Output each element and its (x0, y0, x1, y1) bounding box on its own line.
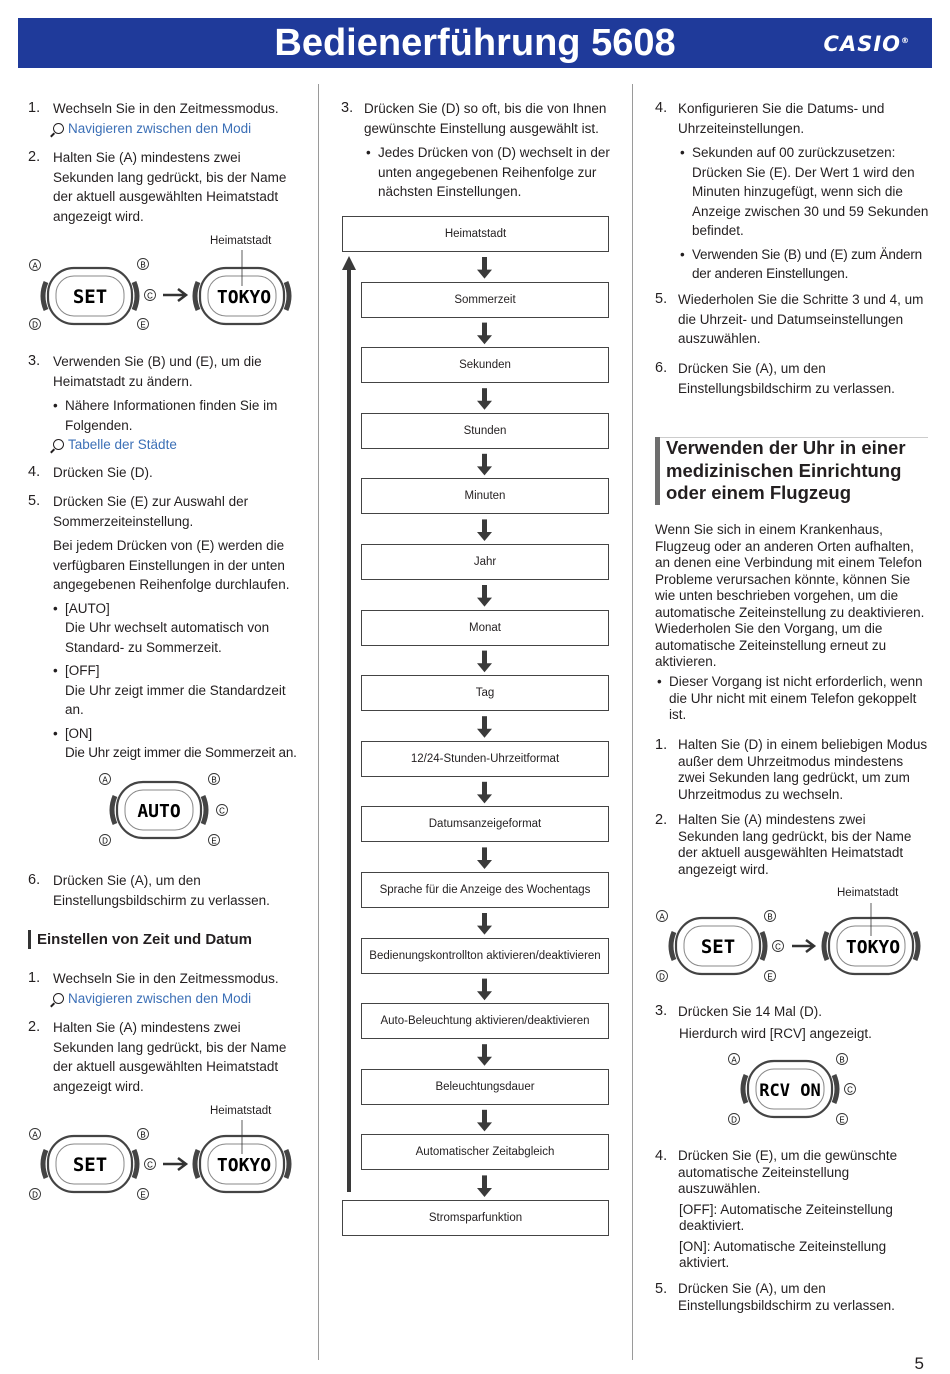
flow-step: Sprache für die Anzeige des Wochentags (361, 872, 609, 908)
watch-figure-set-tokyo (26, 234, 296, 334)
step-number: 2. (28, 149, 41, 165)
lcd-text-2: TOKYO (845, 937, 901, 958)
step-text: Wechseln Sie in den Zeitmessmodus. (53, 971, 279, 986)
brand-registered: ® (901, 36, 910, 45)
step-text: Drücken Sie (A), um den Einstellungsbildschirm zu verlassen. (678, 361, 895, 396)
step-number: 1. (28, 970, 41, 986)
step-3 (28, 352, 300, 455)
magnifier-icon (53, 123, 64, 134)
step-number: 5. (655, 291, 668, 307)
flow-arrow-icon (477, 257, 492, 279)
step-number: 6. (28, 872, 41, 888)
section-heading-medical: Verwenden der Uhr in einer medizinischen Einrichtung oder einem Flugzeug (655, 437, 925, 505)
flow-step: Tag (361, 675, 609, 711)
step-number: 5. (28, 493, 41, 509)
flow-step: Sekunden (361, 347, 609, 383)
step-number: 4. (655, 100, 668, 116)
option-desc: Die Uhr wechselt automatisch von Standard- zu Sommerzeit. (65, 620, 270, 655)
flow-arrow-icon (477, 913, 492, 935)
step-number: 3. (655, 1003, 668, 1019)
step-text: Halten Sie (A) mindestens zwei Sekunden lang gedrückt, bis der Name der aktuell ausgewählten Heimatstadt angezeigt wird. (53, 150, 287, 224)
flow-step: Jahr (361, 544, 609, 580)
option-label: • [OFF] (65, 663, 100, 678)
step-5 (28, 492, 300, 763)
lcd-text-1: SET (72, 286, 108, 308)
figure-caption: Heimatstadt (210, 235, 272, 247)
step-number: 3. (28, 353, 41, 369)
brand-name: CASIO (823, 32, 901, 56)
step-text: Drücken Sie 14 Mal (D). (678, 1004, 823, 1019)
lcd-text-2: TOKYO (216, 287, 272, 308)
step-text: Halten Sie (A) mindestens zwei Sekunden lang gedrückt, bis der Name der aktuell ausgewählten Heimatstadt angezeigt wird. (678, 812, 912, 877)
section-heading-time-date: Einstellen von Zeit und Datum (28, 930, 296, 949)
page-header (18, 18, 932, 68)
section-note: • Dieser Vorgang ist nicht erforderlich, wenn die Uhr nicht mit einem Telefon gekoppelt ist. (657, 674, 927, 724)
step-bullet: • Verwenden Sie (B) und (E) zum Ändern der anderen Einstellungen. (680, 245, 930, 284)
lcd-text-1: SET (72, 1154, 108, 1176)
link-navigate-modes[interactable] (53, 989, 298, 1009)
link-label: Navigieren zwischen den Modi (68, 120, 252, 136)
step-1 (28, 99, 298, 138)
time-step-1 (28, 969, 298, 1008)
step-note: Bei jedem Drücken von (E) werden die verfügbaren Einstellungen in der unten angegebenen Reihenfolge durchlaufen. (53, 538, 290, 592)
flow-step: Stunden (361, 413, 609, 449)
column-divider (318, 84, 319, 1360)
link-label: Navigieren zwischen den Modi (68, 990, 252, 1006)
lcd-text-1: SET (700, 936, 736, 958)
flow-arrow-icon (477, 454, 492, 476)
step-4 (28, 463, 300, 483)
flow-arrow-icon (477, 585, 492, 607)
watch-figure-set-tokyo-2 (26, 1104, 296, 1204)
page-number: 5 (914, 1354, 924, 1373)
med-step-1 (655, 737, 930, 803)
figure-caption: Heimatstadt (210, 1105, 272, 1117)
flow-step: Stromsparfunktion (342, 1200, 609, 1236)
flow-arrow-icon (477, 1110, 492, 1132)
option-off (53, 661, 300, 720)
flow-step: 12/24-Stunden-Uhrzeitformat (361, 741, 609, 777)
step-2 (28, 148, 300, 226)
lcd-text: RCV ON (759, 1081, 821, 1101)
step-text: Drücken Sie (D). (53, 465, 153, 480)
flow-step: Bedienungskontrollton aktivieren/deaktivieren (361, 938, 609, 974)
column-divider (632, 84, 633, 1360)
step-number: 1. (655, 737, 668, 753)
watch-figure-auto (95, 768, 235, 850)
step-number: 5. (655, 1281, 668, 1297)
med-step-4 (655, 1148, 930, 1272)
flow-step: Sommerzeit (361, 282, 609, 318)
step-number: 4. (655, 1148, 668, 1164)
link-navigate-modes[interactable] (53, 119, 298, 139)
flow-return-arrow-icon (342, 256, 356, 1192)
figure-caption: Heimatstadt (837, 887, 899, 899)
option-desc: Die Uhr zeigt immer die Standardzeit an. (65, 682, 286, 717)
step-text: Drücken Sie (A), um den Einstellungsbildschirm zu verlassen. (53, 873, 270, 908)
step-6 (28, 871, 300, 910)
flow-step: Auto-Beleuchtung aktivieren/deaktivieren (361, 1003, 609, 1039)
step-text: Drücken Sie (A), um den Einstellungsbildschirm zu verlassen. (678, 1281, 895, 1313)
step-bullet: • Sekunden auf 00 zurückzusetzen: Drücken Sie (E). Der Wert 1 wird den Minuten hinzugefügt, wenn sich die Anzeige zwischen 30 und 59 Sekunden befindet. (680, 143, 930, 241)
flow-arrow-icon (477, 519, 492, 541)
watch-figure-rcv (726, 1049, 866, 1129)
step-3-cycle (341, 99, 616, 202)
step-5-repeat (655, 290, 930, 349)
watch-figure-set-tokyo-3 (652, 885, 930, 985)
magnifier-icon (53, 439, 64, 450)
step-number: 2. (655, 812, 668, 828)
flow-arrow-icon (477, 323, 492, 345)
flow-arrow-icon (477, 716, 492, 738)
flow-arrow-icon (477, 979, 492, 1001)
option-label: • [ON] (65, 725, 92, 741)
step-text: Halten Sie (D) in einem beliebigen Modus außer dem Uhrzeitmodus mindestens zwei Sekunden lang gedrückt, um zum Uhrzeitmodus zu wechseln. (678, 737, 928, 802)
med-step-5 (655, 1281, 930, 1314)
section-intro: Wenn Sie sich in einem Krankenhaus, Flugzeug oder an anderen Orten aufhalten, an denen eine Verbindung mit einem Telefon Probleme verursachen könnte, können Sie wie unten beschrieben vorgehen, um die automatische Zeiteinstellung zu deaktivieren. Wiederholen Sie den Vorgang, um die automatische Zeiteinstellung erneut zu aktivieren. (655, 522, 925, 669)
step-text: Konfigurieren Sie die Datums- und Uhrzeiteinstellungen. (678, 101, 885, 136)
flow-step: Minuten (361, 478, 609, 514)
link-city-table[interactable] (53, 435, 300, 455)
link-label: Tabelle der Städte (68, 437, 177, 452)
med-step-2 (655, 812, 930, 878)
step-text: Drücken Sie (E), um die gewünschte automatische Zeiteinstellung auszuwählen. (678, 1148, 898, 1196)
flow-step: Automatischer Zeitabgleich (361, 1134, 609, 1170)
step-number: 6. (655, 360, 668, 376)
watch-illustration (95, 768, 235, 850)
watch-illustration (652, 885, 930, 985)
casio-logo (824, 32, 910, 56)
step-6-exit (655, 359, 930, 398)
step-number: 1. (28, 100, 41, 116)
step-number: 2. (28, 1019, 41, 1035)
lcd-text-2: TOKYO (216, 1155, 272, 1176)
flow-step: Heimatstadt (342, 216, 609, 252)
step-bullet: • Nähere Informationen finden Sie im Folgenden. (53, 396, 300, 435)
step-text: Halten Sie (A) mindestens zwei Sekunden lang gedrückt, bis der Name der aktuell ausgewählten Heimatstadt angezeigt wird. (53, 1020, 287, 1094)
page-title: Bedienerführung 5608 (274, 22, 676, 64)
step-text: Drücken Sie (E) zur Auswahl der Sommerzeiteinstellung. (53, 494, 249, 529)
option-on (53, 724, 300, 763)
option-off: [OFF]: Automatische Zeiteinstellung deaktiviert. (679, 1201, 893, 1233)
step-4-configure (655, 99, 930, 284)
step-text: Verwenden Sie (B) und (E), um die Heimatstadt zu ändern. (53, 354, 262, 389)
watch-illustration (726, 1049, 866, 1129)
flow-step: Datumsanzeigeformat (361, 806, 609, 842)
step-number: 4. (28, 464, 41, 480)
watch-illustration (26, 1104, 296, 1204)
flow-arrow-icon (477, 782, 492, 804)
med-step-3 (655, 1002, 930, 1043)
step-bullet: • Jedes Drücken von (D) wechselt in der unten angegebenen Reihenfolge zur nächsten Einstellungen. (366, 143, 616, 202)
flow-arrow-icon (477, 847, 492, 869)
flow-arrow-icon (477, 388, 492, 410)
flow-step: Monat (361, 610, 609, 646)
step-sub: Hierdurch wird [RCV] angezeigt. (679, 1025, 872, 1041)
flow-arrow-icon (477, 651, 492, 673)
flow-step: Beleuchtungsdauer (361, 1069, 609, 1105)
step-text: Wechseln Sie in den Zeitmessmodus. (53, 101, 279, 116)
option-desc: Die Uhr zeigt immer die Sommerzeit an. (65, 745, 297, 760)
magnifier-icon (53, 993, 64, 1004)
flow-arrow-icon (477, 1175, 492, 1197)
step-text: Wiederholen Sie die Schritte 3 und 4, um die Uhrzeit- und Datumseinstellungen auszuwählen. (678, 292, 924, 346)
option-on: [ON]: Automatische Zeiteinstellung aktiviert. (679, 1238, 887, 1270)
watch-illustration (26, 234, 296, 334)
step-text: Drücken Sie (D) so oft, bis die von Ihnen gewünschte Einstellung ausgewählt ist. (364, 101, 607, 136)
option-label: • [AUTO] (65, 600, 110, 616)
flow-arrow-icon (477, 1044, 492, 1066)
step-number: 3. (341, 100, 354, 116)
time-step-2 (28, 1018, 300, 1096)
lcd-text: AUTO (137, 801, 181, 822)
option-auto (53, 599, 300, 658)
